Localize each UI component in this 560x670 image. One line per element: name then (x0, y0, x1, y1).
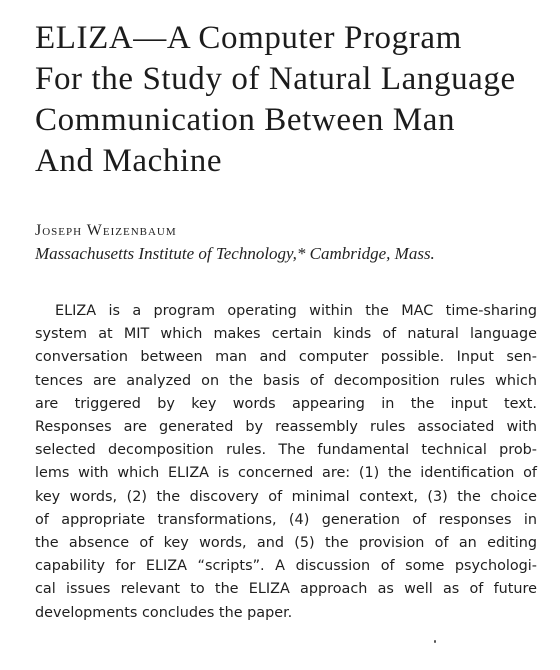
title-line-3: Communication Between Man (35, 102, 456, 138)
scan-speck (434, 640, 436, 643)
abstract-line: selected decomposition rules. The fundamental technical prob- (35, 442, 537, 459)
abstract (35, 300, 537, 625)
abstract-line: key words, (2) the discovery of minimal context, (3) the choice (35, 488, 537, 505)
abstract-line: system at MIT which makes certain kinds of natural language (35, 326, 537, 343)
title-line-1: ELIZA—A Computer Program (35, 20, 462, 56)
abstract-line: the absence of key words, and (5) the provision of an editing (35, 535, 537, 552)
author-name: Joseph Weizenbaum (35, 222, 177, 239)
abstract-line: conversation between man and computer possible. Input sen- (35, 349, 537, 366)
abstract-line: developments concludes the paper. (35, 604, 293, 621)
abstract-line: of appropriate transformations, (4) generation of responses in (35, 511, 537, 528)
title-line-2: For the Study of Natural Language (35, 61, 516, 97)
abstract-line: ELIZA is a program operating within the MAC time-sharing (55, 303, 537, 319)
abstract-line: are triggered by key words appearing in the input text. (35, 395, 537, 412)
paper-title (35, 18, 545, 182)
author-affiliation: Massachusetts Institute of Technology,* Cambridge, Mass. (35, 244, 435, 263)
abstract-line: capability for ELIZA “scripts”. A discussion of some psychologi- (35, 558, 537, 575)
abstract-line: lems with which ELIZA is concerned are: (1) the identification of (35, 465, 537, 482)
abstract-line: cal issues relevant to the ELIZA approach as well as of future (35, 581, 537, 598)
abstract-line: Responses are generated by reassembly rules associated with (35, 419, 537, 436)
abstract-line: tences are analyzed on the basis of decomposition rules which (35, 372, 537, 389)
title-line-4: And Machine (35, 143, 223, 179)
